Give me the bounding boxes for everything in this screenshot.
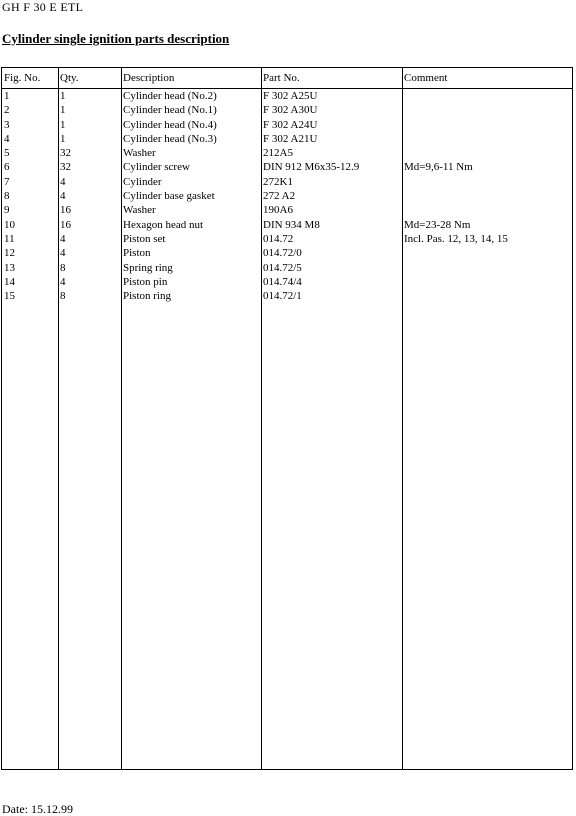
qty-cell: 1 [60,104,66,117]
table-row [2,203,572,217]
table-row [2,289,572,303]
part-no-cell: 014.72/1 [263,290,302,303]
part-no-cell: DIN 912 M6x35-12.9 [263,161,360,174]
qty-cell: 4 [60,232,66,245]
description-cell: Piston set [123,232,166,245]
table-row [2,246,572,260]
fig-no-cell: 5 [4,147,10,160]
part-no-cell: DIN 934 M8 [263,218,320,231]
part-no-cell: 212A5 [263,147,293,160]
description-cell: Hexagon head nut [123,218,204,231]
description-cell: Cylinder head (No.2) [123,90,217,102]
column-header-fig-no: Fig. No. [4,72,41,84]
fig-no-cell: 9 [4,204,10,217]
qty-cell: 4 [60,175,66,188]
part-no-cell: 272K1 [263,175,293,188]
table-row [2,175,572,189]
qty-cell: 8 [60,290,66,303]
table-row [2,146,572,160]
fig-no-cell: 15 [4,290,15,303]
document-date: Date: 15.12.99 [2,802,73,816]
fig-no-cell: 7 [4,175,10,188]
part-no-cell: F 302 A25U [263,90,318,102]
part-no-cell: 190A6 [263,204,293,217]
description-cell: Cylinder base gasket [123,190,215,203]
part-no-cell: F 302 A24U [263,118,318,131]
table-row [2,261,572,275]
column-header-part-no: Part No. [263,72,300,84]
table-row [2,160,572,174]
qty-cell: 1 [60,118,66,131]
fig-no-cell: 1 [4,90,10,102]
table-row [2,189,572,203]
fig-no-cell: 14 [4,275,15,288]
description-cell: Cylinder head (No.3) [123,132,217,145]
description-cell: Piston ring [123,290,171,303]
table-row [2,232,572,246]
fig-no-cell: 6 [4,161,10,174]
document-title: Cylinder single ignition parts description [2,31,230,46]
column-header-description: Description [123,72,175,84]
table-body [2,89,572,303]
table-row [2,275,572,289]
fig-no-cell: 10 [4,218,15,231]
part-no-cell: 014.74/4 [263,275,302,288]
description-cell: Spring ring [123,261,173,274]
qty-cell: 4 [60,190,66,203]
description-cell: Cylinder [123,175,162,188]
table-row [2,132,572,146]
description-cell: Washer [123,204,156,217]
fig-no-cell: 11 [4,232,15,245]
description-cell: Cylinder head (No.1) [123,104,217,117]
description-cell: Piston pin [123,275,168,288]
fig-no-cell: 8 [4,190,10,203]
table-row [2,89,572,103]
fig-no-cell: 13 [4,261,15,274]
column-header-comment: Comment [404,72,448,84]
part-no-cell: 014.72 [263,232,294,245]
fig-no-cell: 12 [4,247,15,260]
fig-no-cell: 4 [4,132,10,145]
comment-cell: Md=9,6-11 Nm [404,161,473,174]
fig-no-cell: 3 [4,118,10,131]
qty-cell: 4 [60,275,66,288]
table-row [2,103,572,117]
part-no-cell: 014.72/5 [263,261,302,274]
part-no-cell: 272 A2 [263,190,296,203]
part-no-cell: F 302 A30U [263,104,318,117]
qty-cell: 1 [60,132,66,145]
comment-cell: Incl. Pas. 12, 13, 14, 15 [404,232,508,245]
description-cell: Piston [123,247,151,260]
part-no-cell: 014.72/0 [263,247,302,260]
qty-cell: 16 [60,204,71,217]
part-no-cell: F 302 A21U [263,132,318,145]
column-header-qty: Qty. [60,72,79,84]
description-cell: Washer [123,147,156,160]
qty-cell: 16 [60,218,71,231]
qty-cell: 32 [60,147,71,160]
qty-cell: 1 [60,90,66,102]
qty-cell: 32 [60,161,71,174]
fig-no-cell: 2 [4,104,10,117]
table-row [2,218,572,232]
description-cell: Cylinder screw [123,161,190,174]
qty-cell: 4 [60,247,66,260]
document-header: GH F 30 E ETL [2,0,84,14]
table-row [2,118,572,132]
comment-cell: Md=23-28 Nm [404,218,471,231]
parts-table [1,67,573,770]
qty-cell: 8 [60,261,66,274]
description-cell: Cylinder head (No.4) [123,118,217,131]
